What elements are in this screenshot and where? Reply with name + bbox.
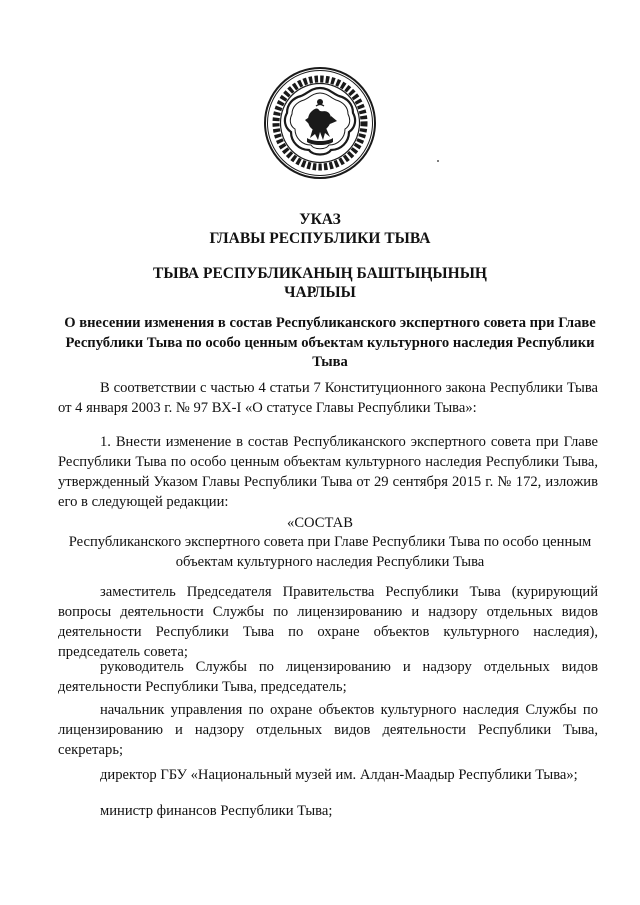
- member-item: министр финансов Республики Тыва;: [100, 803, 333, 819]
- item-1-paragraph: 1. Внести изменение в состав Республиканского экспертного совета при Главе Республики Тыва по особо ценным объектам культурного наследия Республики Тыва, утвержденный Указом Главы Республики Тыва от 29 сентября 2015 г. № 172, изложив его в следующей редакции:: [58, 434, 598, 510]
- decree-type: УКАЗ: [299, 211, 341, 228]
- tuvan-heading-line2: ЧАРЛЫЫ: [284, 284, 356, 301]
- member-item: руководитель Службы по лицензированию и надзору отдельных видов деятельности Республики Тыва, председатель;: [58, 659, 598, 695]
- decree-title: О внесении изменения в состав Республиканского экспертного совета при Главе Республики Тыва по особо ценным объектам культурного наследия Республики Тыва: [64, 315, 596, 370]
- composition-heading: «СОСТАВ: [287, 515, 353, 531]
- scan-dot: [437, 160, 439, 162]
- tyva-coat-of-arms-icon: [263, 66, 377, 180]
- composition-subtitle: Республиканского экспертного совета при Главе Республики Тыва по особо ценным объектам культурного наследия Республики Тыва: [68, 534, 592, 570]
- member-item: начальник управления по охране объектов культурного наследия Службы по лицензированию и надзору отдельных видов деятельности Республики Тыва, секретарь;: [58, 702, 598, 758]
- issuer-heading: ГЛАВЫ РЕСПУБЛИКИ ТЫВА: [209, 230, 431, 247]
- tuvan-heading-line1: ТЫВА РЕСПУБЛИКАНЫҢ БАШТЫҢЫНЫҢ: [153, 265, 487, 282]
- member-item: директор ГБУ «Национальный музей им. Алдан-Маадыр Республики Тыва»;: [100, 767, 578, 783]
- member-item: заместитель Председателя Правительства Республики Тыва (курирующий вопросы деятельности Службы по лицензированию и надзору отдельных видов деятельности Республики Тыва по охране объектов культурного наследия), председатель совета;: [58, 584, 598, 660]
- preamble-paragraph: В соответствии с частью 4 статьи 7 Конституционного закона Республики Тыва от 4 января 2003 г. № 97 ВХ-I «О статусе Главы Республики Тыва»:: [58, 380, 598, 416]
